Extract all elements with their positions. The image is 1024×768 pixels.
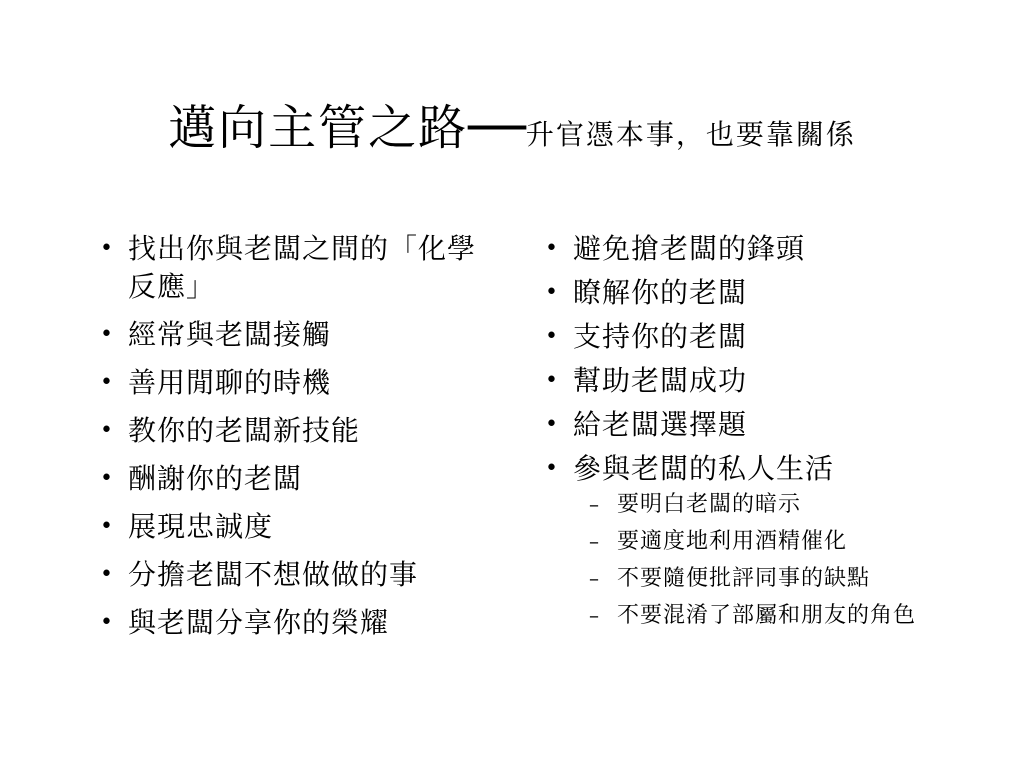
list-item-text: 善用閒聊的時機 xyxy=(128,366,332,399)
list-item xyxy=(100,364,500,402)
list-item-text: 找出你與老闆之間的「化學反應」 xyxy=(128,232,477,303)
list-item xyxy=(100,556,500,594)
bullet-marker: • xyxy=(100,466,114,491)
sub-list-item-text: 不要混淆了部屬和朋友的角色 xyxy=(617,603,917,628)
bullet-marker: • xyxy=(545,412,559,437)
list-item xyxy=(545,318,945,356)
list-item xyxy=(100,508,500,546)
sub-list-item-text: 不要隨便批評同事的缺點 xyxy=(617,566,871,591)
bullet-marker: • xyxy=(545,324,559,349)
title-subtitle: 升官憑本事，也要靠關係 xyxy=(525,118,856,151)
list-item-text: 與老闆分享你的榮耀 xyxy=(128,606,390,639)
list-item xyxy=(100,412,500,450)
bullet-marker: • xyxy=(545,456,559,481)
bullet-marker: • xyxy=(100,610,114,635)
sub-bullet-marker: – xyxy=(589,492,600,516)
list-item-text: 參與老闆的私人生活 xyxy=(573,452,835,485)
list-item xyxy=(100,460,500,498)
sub-list-item xyxy=(589,527,945,556)
list-item-text: 瞭解你的老闆 xyxy=(573,276,748,309)
list-item-text: 給老闆選擇題 xyxy=(573,408,748,441)
list-item xyxy=(545,406,945,444)
bullet-marker: • xyxy=(100,322,114,347)
list-item xyxy=(100,316,500,354)
list-item xyxy=(545,362,945,400)
list-item xyxy=(545,450,945,488)
list-item-text: 分擔老闆不想做做的事 xyxy=(128,558,419,591)
list-item-text: 教你的老闆新技能 xyxy=(128,414,361,447)
list-item xyxy=(100,604,500,642)
left-bullet-list xyxy=(100,230,500,652)
sub-list-item-text: 要適度地利用酒精催化 xyxy=(617,529,848,554)
title-dash: ── xyxy=(468,100,526,156)
list-item-text: 避免搶老闆的鋒頭 xyxy=(573,232,806,265)
list-item xyxy=(545,230,945,268)
sub-bullet-marker: – xyxy=(589,529,600,553)
list-item-text: 支持你的老闆 xyxy=(573,320,748,353)
list-item-text: 酬謝你的老闆 xyxy=(128,462,303,495)
title-main: 邁向主管之路 xyxy=(168,100,469,156)
list-item-text: 經常與老闆接觸 xyxy=(128,318,332,351)
bullet-marker: • xyxy=(545,236,559,261)
sub-list-item xyxy=(589,490,945,519)
bullet-marker: • xyxy=(100,418,114,443)
sub-bullet-marker: – xyxy=(589,603,600,627)
sub-bullet-marker: – xyxy=(589,566,600,590)
bullet-marker: • xyxy=(100,514,114,539)
slide-title xyxy=(0,100,1024,156)
list-item xyxy=(545,274,945,312)
list-item-text: 幫助老闆成功 xyxy=(573,364,748,397)
sub-list-item xyxy=(589,601,945,630)
list-item-text: 展現忠誠度 xyxy=(128,510,274,543)
bullet-marker: • xyxy=(545,368,559,393)
bullet-marker: • xyxy=(545,280,559,305)
bullet-marker: • xyxy=(100,370,114,395)
bullet-marker: • xyxy=(100,236,114,261)
right-bullet-list xyxy=(545,230,945,638)
sub-bullet-list xyxy=(589,490,945,630)
sub-list-item-text: 要明白老闆的暗示 xyxy=(617,492,802,517)
list-item xyxy=(100,230,500,306)
sub-list-item xyxy=(589,564,945,593)
bullet-marker: • xyxy=(100,562,114,587)
